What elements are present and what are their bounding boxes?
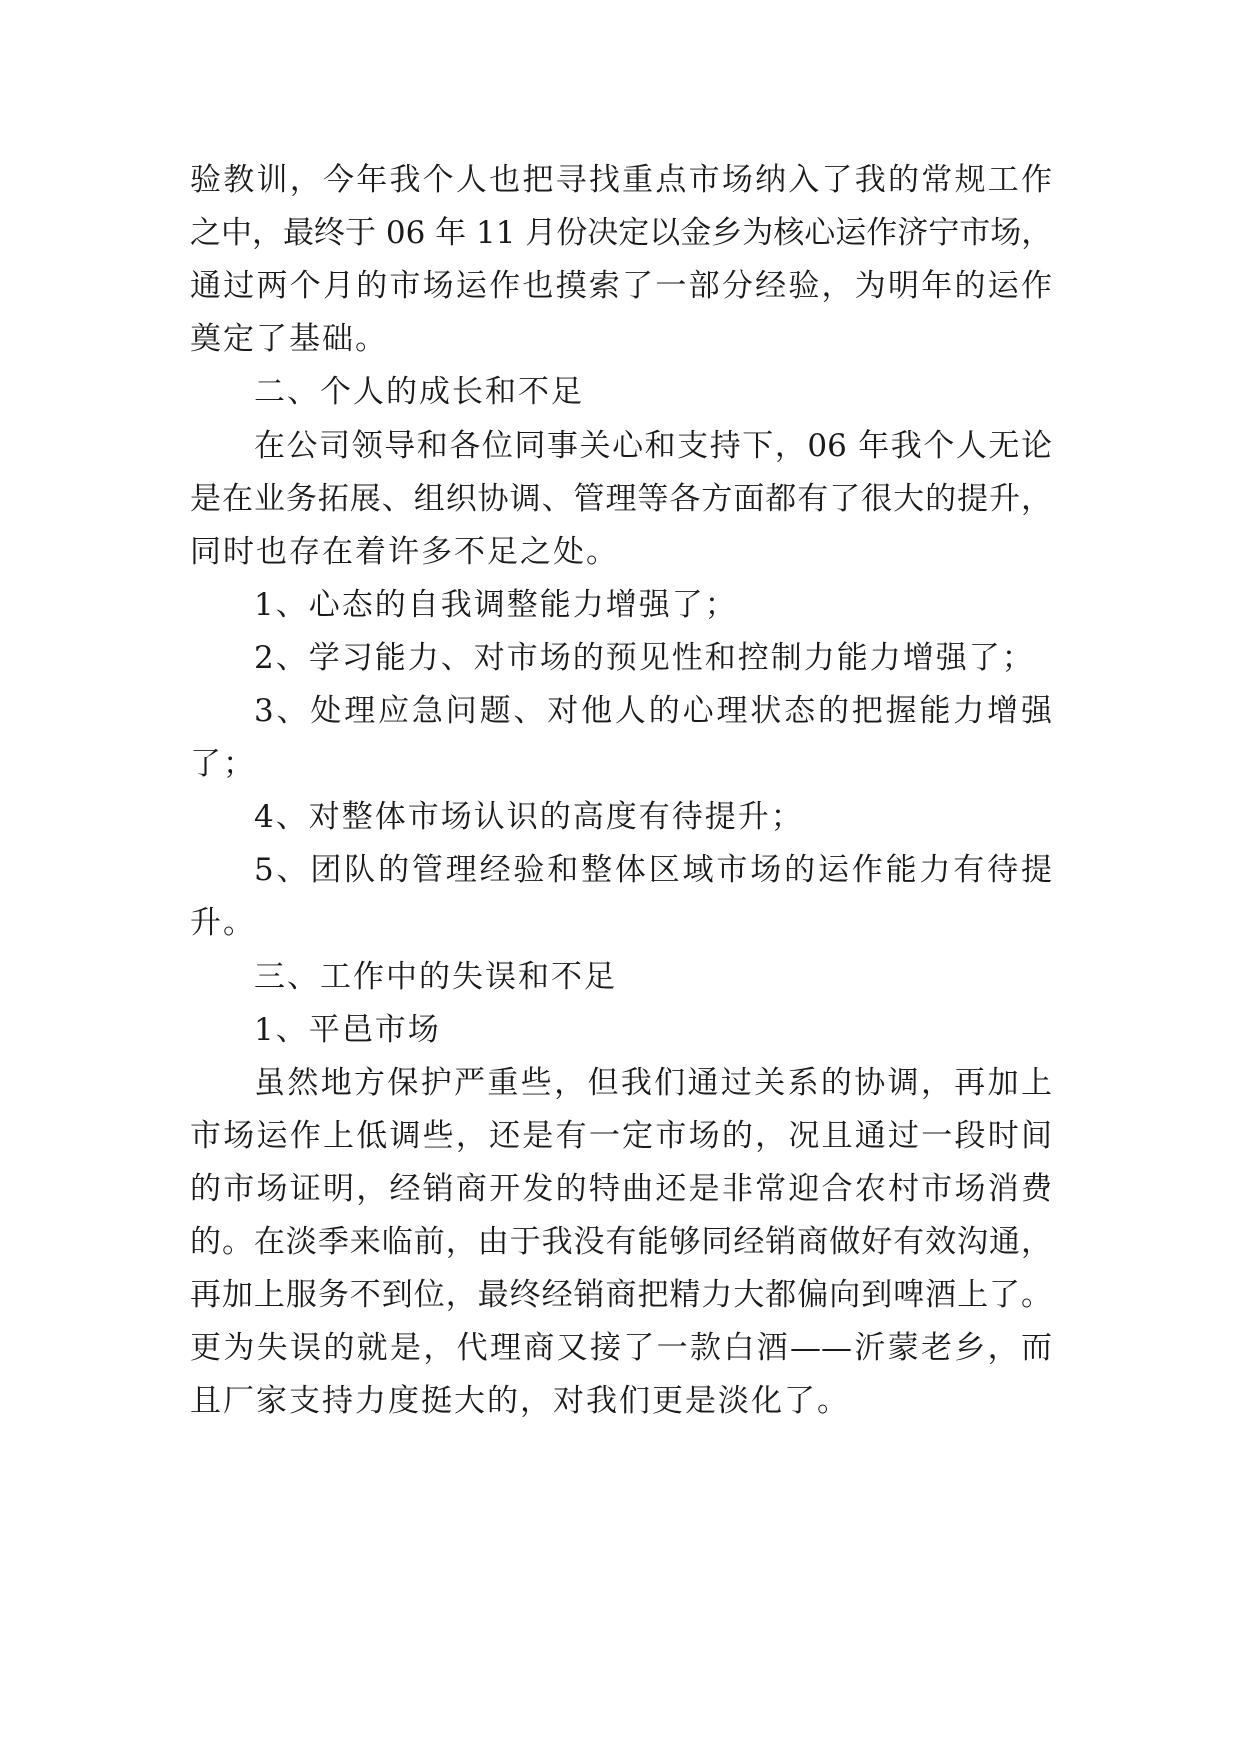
text-line: 同时也存在着许多不足之处。	[190, 533, 619, 570]
text-line: 再加上服务不到位，最终经销商把精力大都偏向到啤酒上了。	[190, 1277, 1052, 1314]
text-line: 4、对整体市场认识的高度有待提升；	[254, 799, 804, 836]
text-line: 5、团队的管理经验和整体区域市场的运作能力有待提	[254, 852, 1052, 889]
text-line: 1、平邑市场	[254, 1011, 441, 1048]
text-line: 市场运作上低调些，还是有一定市场的，况且通过一段时间	[190, 1117, 1052, 1154]
text-line: 1、心态的自我调整能力增强了；	[254, 586, 738, 623]
text-line: 更为失误的就是，代理商又接了一款白酒——沂蒙老乡，而	[190, 1330, 1052, 1367]
text-line: 的。在淡季来临前，由于我没有能够同经销商做好有效沟通，	[190, 1224, 1052, 1260]
text-line: 奠定了基础。	[190, 321, 388, 358]
text-line: 虽然地方保护严重些，但我们通过关系的协调，再加上	[254, 1064, 1052, 1101]
text-line: 二、个人的成长和不足	[254, 374, 584, 411]
text-line: 是在业务拓展、组织协调、管理等各方面都有了很大的提升，	[190, 480, 1052, 517]
text-line: 的市场证明，经销商开发的特曲还是非常迎合农村市场消费	[190, 1170, 1052, 1207]
text-line: 验教训，今年我个人也把寻找重点市场纳入了我的常规工作	[190, 162, 1052, 198]
text-line: 在公司领导和各位同事关心和支持下，06 年我个人无论	[254, 427, 1052, 464]
text-line: 通过两个月的市场运作也摸索了一部分经验，为明年的运作	[190, 268, 1052, 305]
text-line: 三、工作中的失误和不足	[254, 958, 617, 995]
text-line: 了；	[190, 746, 256, 783]
text-line: 3、处理应急问题、对他人的心理状态的把握能力增强	[254, 693, 1052, 729]
text-line: 2、学习能力、对市场的预见性和控制力能力增强了；	[254, 639, 1035, 676]
text-line: 升。	[190, 905, 256, 942]
text-line: 且厂家支持力度挺大的，对我们更是淡化了。	[190, 1383, 850, 1420]
text-line: 之中，最终于 06 年 11 月份决定以金乡为核心运作济宁市场，	[190, 215, 1053, 252]
